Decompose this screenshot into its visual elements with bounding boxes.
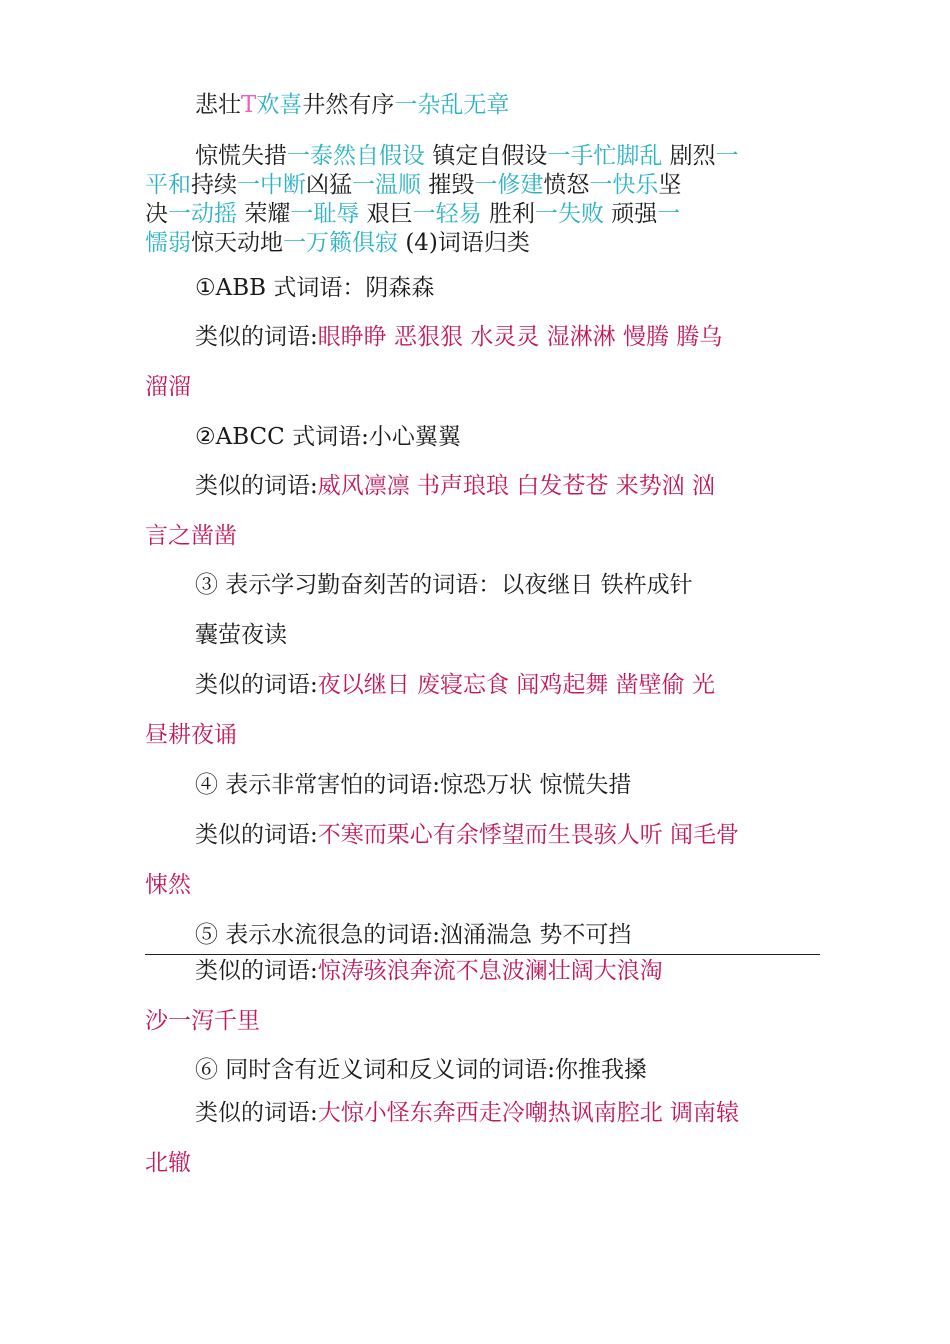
pair-dash: 一 bbox=[237, 172, 260, 198]
pair-dash: 一 bbox=[589, 172, 613, 198]
section-1-heading: ①ABB 式词语：阴森森 bbox=[195, 275, 435, 301]
word: 凶猛 bbox=[306, 172, 352, 198]
similar-label: 类似的词语: bbox=[195, 822, 318, 848]
similar-words: 大惊小怪东奔西走冷嘲热讽南腔北 调南辕 bbox=[317, 1100, 740, 1126]
pair-dash: 一 bbox=[394, 92, 418, 118]
pair-dash: 一 bbox=[657, 201, 681, 227]
similar-label: 类似的词语: bbox=[195, 324, 318, 350]
word: 愤怒 bbox=[543, 172, 590, 198]
section-5-heading: ⑤ 表示水流很急的词语:汹涌湍急 势不可挡 bbox=[195, 922, 632, 948]
antonym-word: 耻辱 bbox=[313, 201, 360, 227]
section-3-similar-cont: 昼耕夜诵 bbox=[145, 722, 237, 748]
section-4-heading: ④ 表示非常害怕的词语:惊恐万状 惊慌失措 bbox=[195, 772, 632, 798]
pair-dash: 一 bbox=[283, 230, 306, 256]
pair-dash: 一 bbox=[287, 143, 310, 169]
section-3-heading-cont: 囊萤夜读 bbox=[195, 622, 287, 648]
similar-words: 惊涛骇浪奔流不息波澜壮阔大浪淘 bbox=[317, 958, 663, 984]
antonym-word: 动摇 bbox=[191, 201, 237, 227]
word: 胜利 bbox=[488, 201, 535, 227]
word: 摧毁 bbox=[428, 172, 475, 198]
similar-words: 不寒而栗心有余悸望而生畏骇人听 闻毛骨 bbox=[317, 822, 740, 848]
section-2-heading: ②ABCC 式词语:小心翼翼 bbox=[195, 424, 461, 450]
word: 镇定自假设 bbox=[432, 143, 548, 169]
similar-words: 威风凛凛 书声琅琅 白发苍苍 来势汹 汹 bbox=[317, 473, 715, 499]
section-heading: (4)词语归类 bbox=[405, 230, 530, 256]
pair-dash: 一 bbox=[412, 201, 436, 227]
section-6-similar bbox=[145, 1099, 820, 1128]
antonym-word: 轻易 bbox=[435, 201, 482, 227]
similar-label: 类似的词语: bbox=[195, 958, 318, 984]
antonym-line-2 bbox=[145, 142, 820, 171]
pair-mark: T bbox=[241, 92, 257, 118]
antonym-word: 快乐 bbox=[612, 172, 659, 198]
antonym-word: 中断 bbox=[260, 172, 306, 198]
section-3-similar bbox=[145, 671, 820, 700]
antonym-line-5 bbox=[145, 229, 820, 258]
antonym-word: 平和 bbox=[145, 172, 191, 198]
pair-dash: 一 bbox=[715, 143, 739, 169]
word: 惊天动地 bbox=[191, 230, 283, 256]
antonym-word: 修建 bbox=[497, 172, 544, 198]
word: 剧烈 bbox=[669, 143, 716, 169]
similar-words: 眼睁睁 恶狠狠 水灵灵 湿淋淋 慢腾 腾乌 bbox=[317, 324, 723, 350]
section-1-similar-cont: 溜溜 bbox=[145, 374, 191, 400]
word: 艰巨 bbox=[366, 201, 413, 227]
similar-label: 类似的词语: bbox=[195, 672, 318, 698]
section-4-similar-cont: 悚然 bbox=[145, 872, 191, 898]
word: 悲壮 bbox=[195, 92, 241, 118]
antonym-line-1 bbox=[145, 91, 820, 120]
antonym-word: 失败 bbox=[557, 201, 604, 227]
pair-dash: 一 bbox=[474, 172, 498, 198]
section-1-similar bbox=[145, 323, 820, 352]
antonym-word: 泰然自假设 bbox=[310, 143, 425, 169]
antonym-word: 杂乱无章 bbox=[417, 92, 510, 118]
section-6-heading: ⑥ 同时含有近义词和反义词的词语:你推我搡 bbox=[195, 1057, 648, 1083]
pair-dash: 一 bbox=[547, 143, 571, 169]
word: 坚 bbox=[658, 172, 682, 198]
horizontal-rule bbox=[145, 954, 820, 955]
antonym-word: 欢喜 bbox=[256, 92, 303, 118]
word: 井然有序 bbox=[302, 92, 395, 118]
word: 决 bbox=[145, 201, 168, 227]
similar-label: 类似的词语: bbox=[195, 1100, 318, 1126]
word: 顽强 bbox=[611, 201, 658, 227]
section-4-similar bbox=[145, 821, 820, 850]
section-2-similar-cont: 言之凿凿 bbox=[145, 523, 237, 549]
section-3-heading: ③ 表示学习勤奋刻苦的词语：以夜继日 铁杵成针 bbox=[195, 572, 693, 598]
word: 持续 bbox=[191, 172, 237, 198]
pair-dash: 一 bbox=[168, 201, 191, 227]
word: 荣耀 bbox=[244, 201, 291, 227]
similar-label: 类似的词语: bbox=[195, 473, 318, 499]
pair-dash: 一 bbox=[290, 201, 314, 227]
document-page bbox=[145, 0, 820, 1344]
section-6-similar-cont: 北辙 bbox=[145, 1150, 191, 1176]
section-5-similar-cont: 沙一泻千里 bbox=[145, 1008, 260, 1034]
antonym-word: 温顺 bbox=[375, 172, 421, 198]
antonym-word: 懦弱 bbox=[145, 230, 191, 256]
similar-words: 夜以继日 废寝忘食 闻鸡起舞 凿壁偷 光 bbox=[317, 672, 715, 698]
antonym-line-4 bbox=[145, 200, 820, 229]
section-5-similar bbox=[145, 957, 820, 986]
antonym-word: 手忙脚乱 bbox=[570, 143, 663, 169]
pair-dash: 一 bbox=[352, 172, 375, 198]
section-2-similar bbox=[145, 472, 820, 501]
antonym-word: 万籁俱寂 bbox=[306, 230, 398, 256]
antonym-line-3 bbox=[145, 171, 820, 200]
pair-dash: 一 bbox=[534, 201, 558, 227]
word: 惊慌失措 bbox=[195, 143, 287, 169]
